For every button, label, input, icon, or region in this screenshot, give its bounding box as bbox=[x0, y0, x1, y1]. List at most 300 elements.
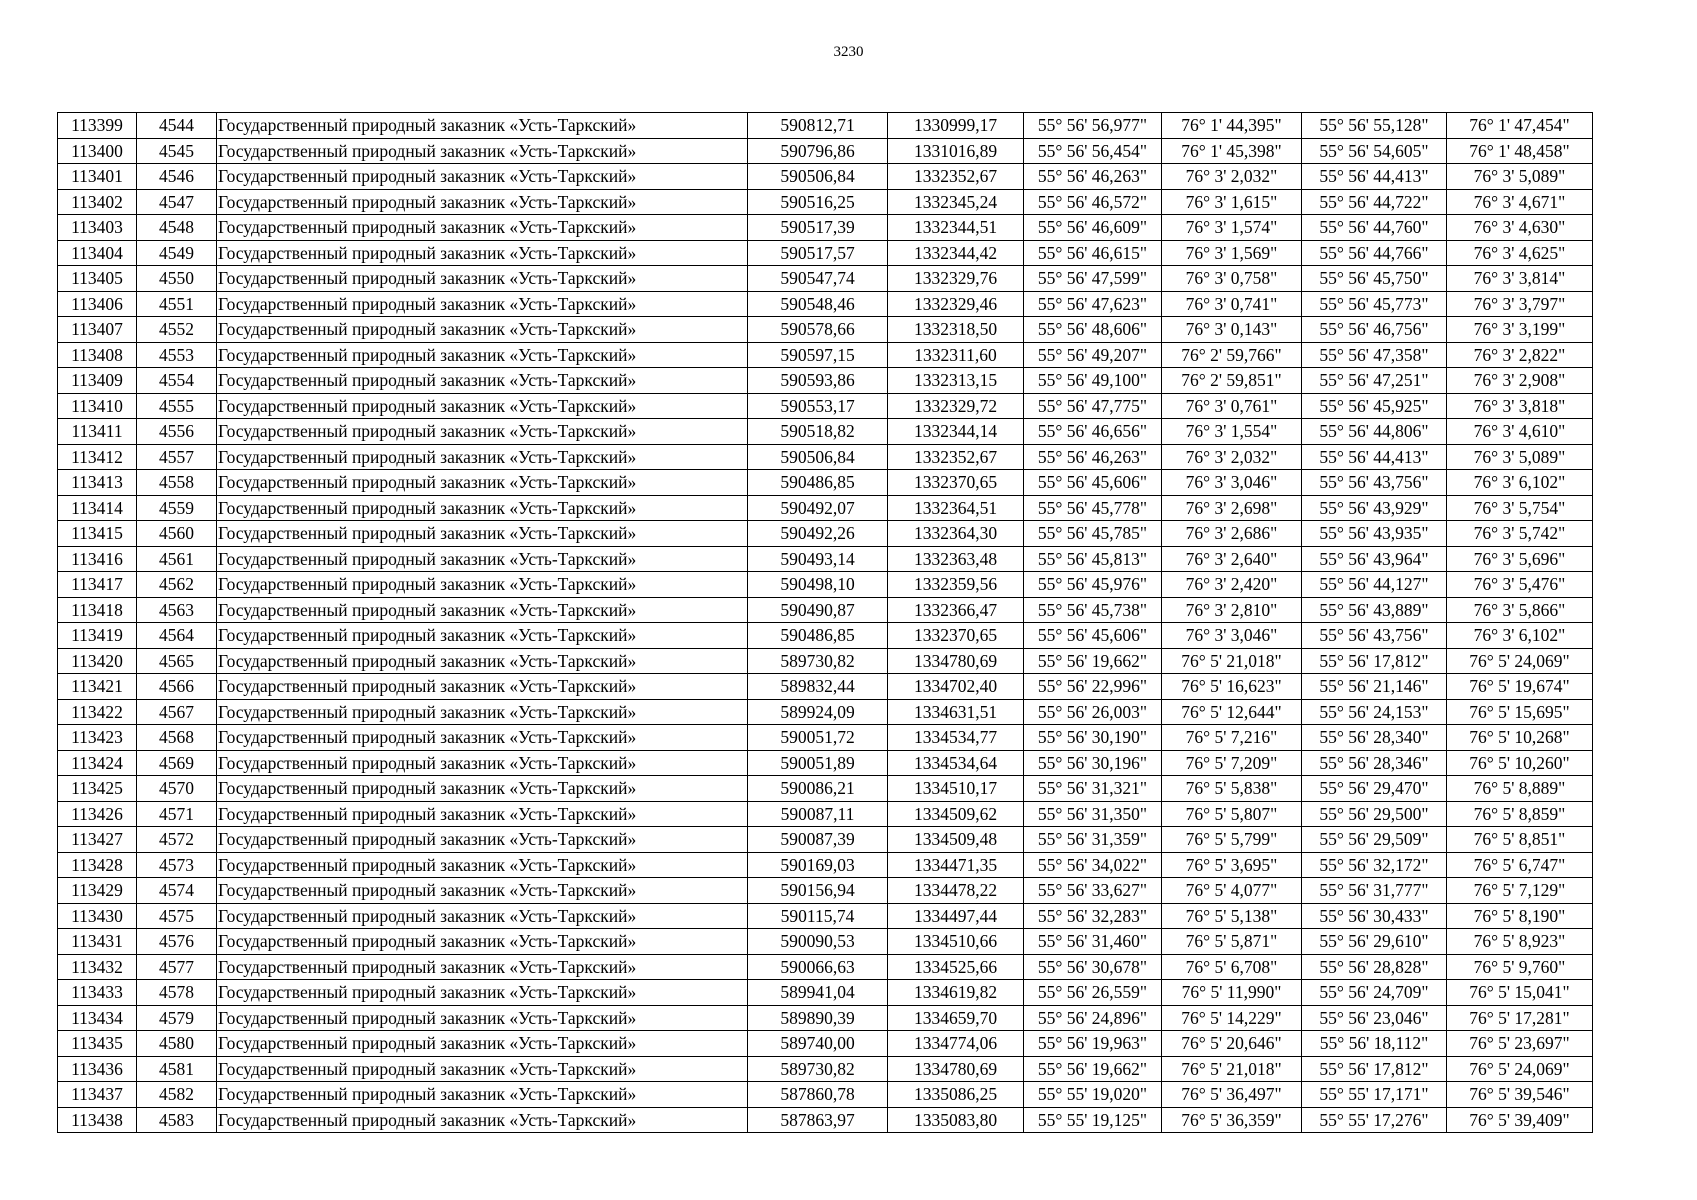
row-number-cell: 113410 bbox=[58, 393, 137, 419]
row-number-cell: 113406 bbox=[58, 291, 137, 317]
point-number-cell: 4578 bbox=[137, 980, 217, 1006]
name-cell: Государственный природный заказник «Усть-Таркский» bbox=[217, 572, 748, 598]
name-cell: Государственный природный заказник «Усть-Таркский» bbox=[217, 1107, 748, 1133]
longitude-1-cell: 76° 3' 1,554" bbox=[1162, 419, 1302, 445]
longitude-2-cell: 76° 5' 23,697" bbox=[1447, 1031, 1593, 1057]
y-coordinate-cell: 1332366,47 bbox=[888, 597, 1024, 623]
table-row bbox=[58, 648, 1593, 674]
row-number-cell: 113423 bbox=[58, 725, 137, 751]
name-cell: Государственный природный заказник «Усть-Таркский» bbox=[217, 368, 748, 394]
name-cell: Государственный природный заказник «Усть-Таркский» bbox=[217, 1031, 748, 1057]
y-coordinate-cell: 1332352,67 bbox=[888, 164, 1024, 190]
name-cell: Государственный природный заказник «Усть-Таркский» bbox=[217, 164, 748, 190]
table-row bbox=[58, 342, 1593, 368]
table-row bbox=[58, 725, 1593, 751]
latitude-2-cell: 55° 56' 54,605" bbox=[1302, 138, 1447, 164]
latitude-1-cell: 55° 56' 24,896" bbox=[1024, 1005, 1162, 1031]
table-row bbox=[58, 444, 1593, 470]
y-coordinate-cell: 1332359,56 bbox=[888, 572, 1024, 598]
latitude-2-cell: 55° 56' 24,153" bbox=[1302, 699, 1447, 725]
latitude-2-cell: 55° 56' 29,610" bbox=[1302, 929, 1447, 955]
x-coordinate-cell: 589890,39 bbox=[748, 1005, 888, 1031]
longitude-1-cell: 76° 3' 3,046" bbox=[1162, 623, 1302, 649]
longitude-2-cell: 76° 3' 4,671" bbox=[1447, 189, 1593, 215]
latitude-2-cell: 55° 56' 17,812" bbox=[1302, 648, 1447, 674]
point-number-cell: 4548 bbox=[137, 215, 217, 241]
latitude-2-cell: 55° 56' 43,964" bbox=[1302, 546, 1447, 572]
latitude-1-cell: 55° 56' 45,778" bbox=[1024, 495, 1162, 521]
latitude-1-cell: 55° 56' 19,662" bbox=[1024, 648, 1162, 674]
longitude-1-cell: 76° 3' 2,686" bbox=[1162, 521, 1302, 547]
y-coordinate-cell: 1334510,17 bbox=[888, 776, 1024, 802]
y-coordinate-cell: 1332318,50 bbox=[888, 317, 1024, 343]
longitude-2-cell: 76° 5' 8,851" bbox=[1447, 827, 1593, 853]
longitude-1-cell: 76° 3' 0,761" bbox=[1162, 393, 1302, 419]
x-coordinate-cell: 589832,44 bbox=[748, 674, 888, 700]
latitude-1-cell: 55° 56' 30,190" bbox=[1024, 725, 1162, 751]
y-coordinate-cell: 1334509,48 bbox=[888, 827, 1024, 853]
row-number-cell: 113402 bbox=[58, 189, 137, 215]
table-row bbox=[58, 215, 1593, 241]
table-row bbox=[58, 699, 1593, 725]
longitude-2-cell: 76° 3' 4,610" bbox=[1447, 419, 1593, 445]
x-coordinate-cell: 590498,10 bbox=[748, 572, 888, 598]
point-number-cell: 4577 bbox=[137, 954, 217, 980]
longitude-1-cell: 76° 3' 2,032" bbox=[1162, 444, 1302, 470]
x-coordinate-cell: 590553,17 bbox=[748, 393, 888, 419]
table-row bbox=[58, 801, 1593, 827]
name-cell: Государственный природный заказник «Усть-Таркский» bbox=[217, 138, 748, 164]
row-number-cell: 113405 bbox=[58, 266, 137, 292]
row-number-cell: 113407 bbox=[58, 317, 137, 343]
latitude-1-cell: 55° 56' 32,283" bbox=[1024, 903, 1162, 929]
latitude-1-cell: 55° 56' 49,100" bbox=[1024, 368, 1162, 394]
longitude-2-cell: 76° 5' 8,889" bbox=[1447, 776, 1593, 802]
longitude-2-cell: 76° 5' 15,041" bbox=[1447, 980, 1593, 1006]
row-number-cell: 113408 bbox=[58, 342, 137, 368]
point-number-cell: 4551 bbox=[137, 291, 217, 317]
name-cell: Государственный природный заказник «Усть-Таркский» bbox=[217, 929, 748, 955]
row-number-cell: 113438 bbox=[58, 1107, 137, 1133]
latitude-2-cell: 55° 56' 45,925" bbox=[1302, 393, 1447, 419]
longitude-2-cell: 76° 5' 10,260" bbox=[1447, 750, 1593, 776]
row-number-cell: 113420 bbox=[58, 648, 137, 674]
name-cell: Государственный природный заказник «Усть-Таркский» bbox=[217, 1005, 748, 1031]
x-coordinate-cell: 590090,53 bbox=[748, 929, 888, 955]
point-number-cell: 4558 bbox=[137, 470, 217, 496]
x-coordinate-cell: 590597,15 bbox=[748, 342, 888, 368]
longitude-2-cell: 76° 5' 8,190" bbox=[1447, 903, 1593, 929]
point-number-cell: 4554 bbox=[137, 368, 217, 394]
longitude-1-cell: 76° 5' 36,497" bbox=[1162, 1082, 1302, 1108]
table-row bbox=[58, 929, 1593, 955]
y-coordinate-cell: 1332370,65 bbox=[888, 623, 1024, 649]
name-cell: Государственный природный заказник «Усть-Таркский» bbox=[217, 1082, 748, 1108]
point-number-cell: 4552 bbox=[137, 317, 217, 343]
table-row bbox=[58, 393, 1593, 419]
latitude-2-cell: 55° 56' 47,358" bbox=[1302, 342, 1447, 368]
point-number-cell: 4561 bbox=[137, 546, 217, 572]
longitude-1-cell: 76° 3' 2,032" bbox=[1162, 164, 1302, 190]
name-cell: Государственный природный заказник «Усть-Таркский» bbox=[217, 954, 748, 980]
name-cell: Государственный природный заказник «Усть-Таркский» bbox=[217, 750, 748, 776]
longitude-1-cell: 76° 3' 1,574" bbox=[1162, 215, 1302, 241]
name-cell: Государственный природный заказник «Усть-Таркский» bbox=[217, 1056, 748, 1082]
longitude-2-cell: 76° 3' 5,866" bbox=[1447, 597, 1593, 623]
x-coordinate-cell: 590169,03 bbox=[748, 852, 888, 878]
point-number-cell: 4570 bbox=[137, 776, 217, 802]
name-cell: Государственный природный заказник «Усть-Таркский» bbox=[217, 240, 748, 266]
point-number-cell: 4544 bbox=[137, 113, 217, 139]
latitude-2-cell: 55° 56' 29,509" bbox=[1302, 827, 1447, 853]
y-coordinate-cell: 1334780,69 bbox=[888, 648, 1024, 674]
latitude-2-cell: 55° 56' 44,760" bbox=[1302, 215, 1447, 241]
longitude-2-cell: 76° 5' 10,268" bbox=[1447, 725, 1593, 751]
longitude-1-cell: 76° 5' 5,838" bbox=[1162, 776, 1302, 802]
latitude-2-cell: 55° 56' 43,756" bbox=[1302, 470, 1447, 496]
longitude-2-cell: 76° 3' 6,102" bbox=[1447, 470, 1593, 496]
x-coordinate-cell: 590517,39 bbox=[748, 215, 888, 241]
table-row bbox=[58, 495, 1593, 521]
longitude-1-cell: 76° 1' 45,398" bbox=[1162, 138, 1302, 164]
x-coordinate-cell: 590812,71 bbox=[748, 113, 888, 139]
table-row bbox=[58, 750, 1593, 776]
latitude-2-cell: 55° 56' 46,756" bbox=[1302, 317, 1447, 343]
latitude-1-cell: 55° 56' 26,003" bbox=[1024, 699, 1162, 725]
latitude-2-cell: 55° 56' 44,766" bbox=[1302, 240, 1447, 266]
x-coordinate-cell: 590516,25 bbox=[748, 189, 888, 215]
longitude-1-cell: 76° 5' 5,138" bbox=[1162, 903, 1302, 929]
longitude-1-cell: 76° 5' 36,359" bbox=[1162, 1107, 1302, 1133]
name-cell: Государственный природный заказник «Усть-Таркский» bbox=[217, 648, 748, 674]
latitude-1-cell: 55° 56' 45,606" bbox=[1024, 470, 1162, 496]
longitude-2-cell: 76° 5' 19,674" bbox=[1447, 674, 1593, 700]
table-row bbox=[58, 164, 1593, 190]
longitude-1-cell: 76° 5' 3,695" bbox=[1162, 852, 1302, 878]
point-number-cell: 4573 bbox=[137, 852, 217, 878]
name-cell: Государственный природный заказник «Усть-Таркский» bbox=[217, 801, 748, 827]
longitude-1-cell: 76° 5' 20,646" bbox=[1162, 1031, 1302, 1057]
longitude-2-cell: 76° 3' 4,630" bbox=[1447, 215, 1593, 241]
table-row bbox=[58, 903, 1593, 929]
row-number-cell: 113422 bbox=[58, 699, 137, 725]
name-cell: Государственный природный заказник «Усть-Таркский» bbox=[217, 521, 748, 547]
latitude-1-cell: 55° 56' 19,963" bbox=[1024, 1031, 1162, 1057]
longitude-2-cell: 76° 1' 48,458" bbox=[1447, 138, 1593, 164]
x-coordinate-cell: 590518,82 bbox=[748, 419, 888, 445]
longitude-2-cell: 76° 1' 47,454" bbox=[1447, 113, 1593, 139]
point-number-cell: 4557 bbox=[137, 444, 217, 470]
longitude-2-cell: 76° 5' 15,695" bbox=[1447, 699, 1593, 725]
y-coordinate-cell: 1332313,15 bbox=[888, 368, 1024, 394]
table-row bbox=[58, 852, 1593, 878]
x-coordinate-cell: 590115,74 bbox=[748, 903, 888, 929]
y-coordinate-cell: 1334619,82 bbox=[888, 980, 1024, 1006]
point-number-cell: 4545 bbox=[137, 138, 217, 164]
point-number-cell: 4569 bbox=[137, 750, 217, 776]
longitude-2-cell: 76° 5' 24,069" bbox=[1447, 1056, 1593, 1082]
name-cell: Государственный природный заказник «Усть-Таркский» bbox=[217, 495, 748, 521]
x-coordinate-cell: 590490,87 bbox=[748, 597, 888, 623]
row-number-cell: 113432 bbox=[58, 954, 137, 980]
longitude-2-cell: 76° 3' 5,089" bbox=[1447, 444, 1593, 470]
y-coordinate-cell: 1332344,42 bbox=[888, 240, 1024, 266]
y-coordinate-cell: 1334510,66 bbox=[888, 929, 1024, 955]
y-coordinate-cell: 1334478,22 bbox=[888, 878, 1024, 904]
x-coordinate-cell: 589730,82 bbox=[748, 1056, 888, 1082]
latitude-2-cell: 55° 56' 18,112" bbox=[1302, 1031, 1447, 1057]
x-coordinate-cell: 589941,04 bbox=[748, 980, 888, 1006]
longitude-2-cell: 76° 3' 3,199" bbox=[1447, 317, 1593, 343]
point-number-cell: 4568 bbox=[137, 725, 217, 751]
name-cell: Государственный природный заказник «Усть-Таркский» bbox=[217, 699, 748, 725]
latitude-2-cell: 55° 56' 55,128" bbox=[1302, 113, 1447, 139]
longitude-2-cell: 76° 3' 5,476" bbox=[1447, 572, 1593, 598]
latitude-2-cell: 55° 56' 28,340" bbox=[1302, 725, 1447, 751]
x-coordinate-cell: 590578,66 bbox=[748, 317, 888, 343]
name-cell: Государственный природный заказник «Усть-Таркский» bbox=[217, 546, 748, 572]
y-coordinate-cell: 1334780,69 bbox=[888, 1056, 1024, 1082]
table-row bbox=[58, 521, 1593, 547]
table-row bbox=[58, 1005, 1593, 1031]
y-coordinate-cell: 1334534,77 bbox=[888, 725, 1024, 751]
latitude-2-cell: 55° 56' 28,346" bbox=[1302, 750, 1447, 776]
row-number-cell: 113415 bbox=[58, 521, 137, 547]
longitude-1-cell: 76° 5' 5,807" bbox=[1162, 801, 1302, 827]
point-number-cell: 4559 bbox=[137, 495, 217, 521]
latitude-1-cell: 55° 56' 47,775" bbox=[1024, 393, 1162, 419]
row-number-cell: 113430 bbox=[58, 903, 137, 929]
point-number-cell: 4572 bbox=[137, 827, 217, 853]
latitude-2-cell: 55° 56' 32,172" bbox=[1302, 852, 1447, 878]
table-row bbox=[58, 470, 1593, 496]
table-row bbox=[58, 776, 1593, 802]
row-number-cell: 113434 bbox=[58, 1005, 137, 1031]
y-coordinate-cell: 1332370,65 bbox=[888, 470, 1024, 496]
latitude-1-cell: 55° 56' 46,263" bbox=[1024, 164, 1162, 190]
x-coordinate-cell: 590086,21 bbox=[748, 776, 888, 802]
latitude-2-cell: 55° 56' 47,251" bbox=[1302, 368, 1447, 394]
longitude-2-cell: 76° 3' 6,102" bbox=[1447, 623, 1593, 649]
x-coordinate-cell: 590486,85 bbox=[748, 470, 888, 496]
y-coordinate-cell: 1332363,48 bbox=[888, 546, 1024, 572]
latitude-2-cell: 55° 55' 17,171" bbox=[1302, 1082, 1447, 1108]
name-cell: Государственный природный заказник «Усть-Таркский» bbox=[217, 113, 748, 139]
row-number-cell: 113429 bbox=[58, 878, 137, 904]
table-row bbox=[58, 113, 1593, 139]
x-coordinate-cell: 590087,39 bbox=[748, 827, 888, 853]
longitude-2-cell: 76° 5' 24,069" bbox=[1447, 648, 1593, 674]
table-row bbox=[58, 291, 1593, 317]
table-row bbox=[58, 954, 1593, 980]
name-cell: Государственный природный заказник «Усть-Таркский» bbox=[217, 903, 748, 929]
row-number-cell: 113416 bbox=[58, 546, 137, 572]
row-number-cell: 113400 bbox=[58, 138, 137, 164]
latitude-2-cell: 55° 56' 23,046" bbox=[1302, 1005, 1447, 1031]
x-coordinate-cell: 590796,86 bbox=[748, 138, 888, 164]
latitude-1-cell: 55° 56' 45,785" bbox=[1024, 521, 1162, 547]
latitude-2-cell: 55° 56' 43,935" bbox=[1302, 521, 1447, 547]
latitude-1-cell: 55° 56' 56,977" bbox=[1024, 113, 1162, 139]
longitude-2-cell: 76° 5' 6,747" bbox=[1447, 852, 1593, 878]
table-row bbox=[58, 878, 1593, 904]
longitude-2-cell: 76° 3' 5,089" bbox=[1447, 164, 1593, 190]
longitude-1-cell: 76° 5' 7,216" bbox=[1162, 725, 1302, 751]
table-row bbox=[58, 572, 1593, 598]
latitude-1-cell: 55° 56' 46,263" bbox=[1024, 444, 1162, 470]
name-cell: Государственный природный заказник «Усть-Таркский» bbox=[217, 827, 748, 853]
longitude-2-cell: 76° 3' 3,818" bbox=[1447, 393, 1593, 419]
longitude-2-cell: 76° 5' 39,409" bbox=[1447, 1107, 1593, 1133]
latitude-2-cell: 55° 56' 30,433" bbox=[1302, 903, 1447, 929]
name-cell: Государственный природный заказник «Усть-Таркский» bbox=[217, 470, 748, 496]
y-coordinate-cell: 1332311,60 bbox=[888, 342, 1024, 368]
longitude-2-cell: 76° 3' 5,696" bbox=[1447, 546, 1593, 572]
point-number-cell: 4547 bbox=[137, 189, 217, 215]
y-coordinate-cell: 1334774,06 bbox=[888, 1031, 1024, 1057]
latitude-1-cell: 55° 56' 19,662" bbox=[1024, 1056, 1162, 1082]
row-number-cell: 113428 bbox=[58, 852, 137, 878]
longitude-1-cell: 76° 3' 3,046" bbox=[1162, 470, 1302, 496]
point-number-cell: 4556 bbox=[137, 419, 217, 445]
name-cell: Государственный природный заказник «Усть-Таркский» bbox=[217, 393, 748, 419]
latitude-2-cell: 55° 56' 17,812" bbox=[1302, 1056, 1447, 1082]
point-number-cell: 4546 bbox=[137, 164, 217, 190]
table-row bbox=[58, 240, 1593, 266]
point-number-cell: 4583 bbox=[137, 1107, 217, 1133]
y-coordinate-cell: 1334702,40 bbox=[888, 674, 1024, 700]
name-cell: Государственный природный заказник «Усть-Таркский» bbox=[217, 725, 748, 751]
x-coordinate-cell: 590492,07 bbox=[748, 495, 888, 521]
row-number-cell: 113404 bbox=[58, 240, 137, 266]
table-row bbox=[58, 1056, 1593, 1082]
latitude-1-cell: 55° 56' 30,196" bbox=[1024, 750, 1162, 776]
table-row bbox=[58, 189, 1593, 215]
latitude-2-cell: 55° 55' 17,276" bbox=[1302, 1107, 1447, 1133]
table-row bbox=[58, 138, 1593, 164]
point-number-cell: 4553 bbox=[137, 342, 217, 368]
point-number-cell: 4574 bbox=[137, 878, 217, 904]
point-number-cell: 4550 bbox=[137, 266, 217, 292]
name-cell: Государственный природный заказник «Усть-Таркский» bbox=[217, 852, 748, 878]
y-coordinate-cell: 1334534,64 bbox=[888, 750, 1024, 776]
longitude-1-cell: 76° 5' 4,077" bbox=[1162, 878, 1302, 904]
row-number-cell: 113401 bbox=[58, 164, 137, 190]
row-number-cell: 113403 bbox=[58, 215, 137, 241]
name-cell: Государственный природный заказник «Усть-Таркский» bbox=[217, 980, 748, 1006]
latitude-1-cell: 55° 56' 33,627" bbox=[1024, 878, 1162, 904]
longitude-1-cell: 76° 5' 7,209" bbox=[1162, 750, 1302, 776]
longitude-1-cell: 76° 3' 0,758" bbox=[1162, 266, 1302, 292]
longitude-2-cell: 76° 5' 9,760" bbox=[1447, 954, 1593, 980]
point-number-cell: 4562 bbox=[137, 572, 217, 598]
table-row bbox=[58, 368, 1593, 394]
longitude-1-cell: 76° 1' 44,395" bbox=[1162, 113, 1302, 139]
table-body bbox=[58, 113, 1593, 1133]
y-coordinate-cell: 1330999,17 bbox=[888, 113, 1024, 139]
latitude-1-cell: 55° 56' 46,609" bbox=[1024, 215, 1162, 241]
longitude-2-cell: 76° 3' 2,822" bbox=[1447, 342, 1593, 368]
y-coordinate-cell: 1335086,25 bbox=[888, 1082, 1024, 1108]
row-number-cell: 113409 bbox=[58, 368, 137, 394]
y-coordinate-cell: 1334631,51 bbox=[888, 699, 1024, 725]
row-number-cell: 113414 bbox=[58, 495, 137, 521]
longitude-2-cell: 76° 3' 2,908" bbox=[1447, 368, 1593, 394]
longitude-1-cell: 76° 3' 2,810" bbox=[1162, 597, 1302, 623]
latitude-1-cell: 55° 56' 56,454" bbox=[1024, 138, 1162, 164]
x-coordinate-cell: 590593,86 bbox=[748, 368, 888, 394]
longitude-2-cell: 76° 5' 39,546" bbox=[1447, 1082, 1593, 1108]
row-number-cell: 113426 bbox=[58, 801, 137, 827]
x-coordinate-cell: 589740,00 bbox=[748, 1031, 888, 1057]
latitude-1-cell: 55° 56' 47,599" bbox=[1024, 266, 1162, 292]
latitude-2-cell: 55° 56' 31,777" bbox=[1302, 878, 1447, 904]
x-coordinate-cell: 590548,46 bbox=[748, 291, 888, 317]
table-row bbox=[58, 419, 1593, 445]
longitude-1-cell: 76° 3' 0,143" bbox=[1162, 317, 1302, 343]
latitude-1-cell: 55° 56' 31,460" bbox=[1024, 929, 1162, 955]
name-cell: Государственный природный заказник «Усть-Таркский» bbox=[217, 291, 748, 317]
name-cell: Государственный природный заказник «Усть-Таркский» bbox=[217, 419, 748, 445]
y-coordinate-cell: 1332329,76 bbox=[888, 266, 1024, 292]
y-coordinate-cell: 1332344,14 bbox=[888, 419, 1024, 445]
y-coordinate-cell: 1332364,51 bbox=[888, 495, 1024, 521]
name-cell: Государственный природный заказник «Усть-Таркский» bbox=[217, 317, 748, 343]
x-coordinate-cell: 590493,14 bbox=[748, 546, 888, 572]
latitude-1-cell: 55° 56' 46,615" bbox=[1024, 240, 1162, 266]
y-coordinate-cell: 1332345,24 bbox=[888, 189, 1024, 215]
longitude-1-cell: 76° 3' 2,420" bbox=[1162, 572, 1302, 598]
table-row bbox=[58, 1107, 1593, 1133]
latitude-2-cell: 55° 56' 43,889" bbox=[1302, 597, 1447, 623]
point-number-cell: 4555 bbox=[137, 393, 217, 419]
name-cell: Государственный природный заказник «Усть-Таркский» bbox=[217, 878, 748, 904]
row-number-cell: 113421 bbox=[58, 674, 137, 700]
x-coordinate-cell: 590156,94 bbox=[748, 878, 888, 904]
latitude-2-cell: 55° 56' 44,806" bbox=[1302, 419, 1447, 445]
name-cell: Государственный природный заказник «Усть-Таркский» bbox=[217, 266, 748, 292]
row-number-cell: 113413 bbox=[58, 470, 137, 496]
latitude-1-cell: 55° 56' 45,606" bbox=[1024, 623, 1162, 649]
longitude-2-cell: 76° 3' 3,814" bbox=[1447, 266, 1593, 292]
x-coordinate-cell: 589924,09 bbox=[748, 699, 888, 725]
longitude-1-cell: 76° 3' 0,741" bbox=[1162, 291, 1302, 317]
y-coordinate-cell: 1332352,67 bbox=[888, 444, 1024, 470]
y-coordinate-cell: 1334497,44 bbox=[888, 903, 1024, 929]
latitude-2-cell: 55° 56' 28,828" bbox=[1302, 954, 1447, 980]
x-coordinate-cell: 590547,74 bbox=[748, 266, 888, 292]
latitude-2-cell: 55° 56' 44,413" bbox=[1302, 444, 1447, 470]
longitude-2-cell: 76° 5' 8,859" bbox=[1447, 801, 1593, 827]
latitude-2-cell: 55° 56' 45,750" bbox=[1302, 266, 1447, 292]
longitude-1-cell: 76° 3' 1,615" bbox=[1162, 189, 1302, 215]
table-row bbox=[58, 674, 1593, 700]
latitude-1-cell: 55° 55' 19,020" bbox=[1024, 1082, 1162, 1108]
latitude-2-cell: 55° 56' 44,127" bbox=[1302, 572, 1447, 598]
latitude-1-cell: 55° 56' 26,559" bbox=[1024, 980, 1162, 1006]
table-row bbox=[58, 266, 1593, 292]
name-cell: Государственный природный заказник «Усть-Таркский» bbox=[217, 623, 748, 649]
row-number-cell: 113437 bbox=[58, 1082, 137, 1108]
row-number-cell: 113411 bbox=[58, 419, 137, 445]
name-cell: Государственный природный заказник «Усть-Таркский» bbox=[217, 342, 748, 368]
x-coordinate-cell: 590051,72 bbox=[748, 725, 888, 751]
x-coordinate-cell: 590066,63 bbox=[748, 954, 888, 980]
y-coordinate-cell: 1334471,35 bbox=[888, 852, 1024, 878]
coordinates-table bbox=[57, 112, 1593, 1133]
name-cell: Государственный природный заказник «Усть-Таркский» bbox=[217, 444, 748, 470]
point-number-cell: 4571 bbox=[137, 801, 217, 827]
